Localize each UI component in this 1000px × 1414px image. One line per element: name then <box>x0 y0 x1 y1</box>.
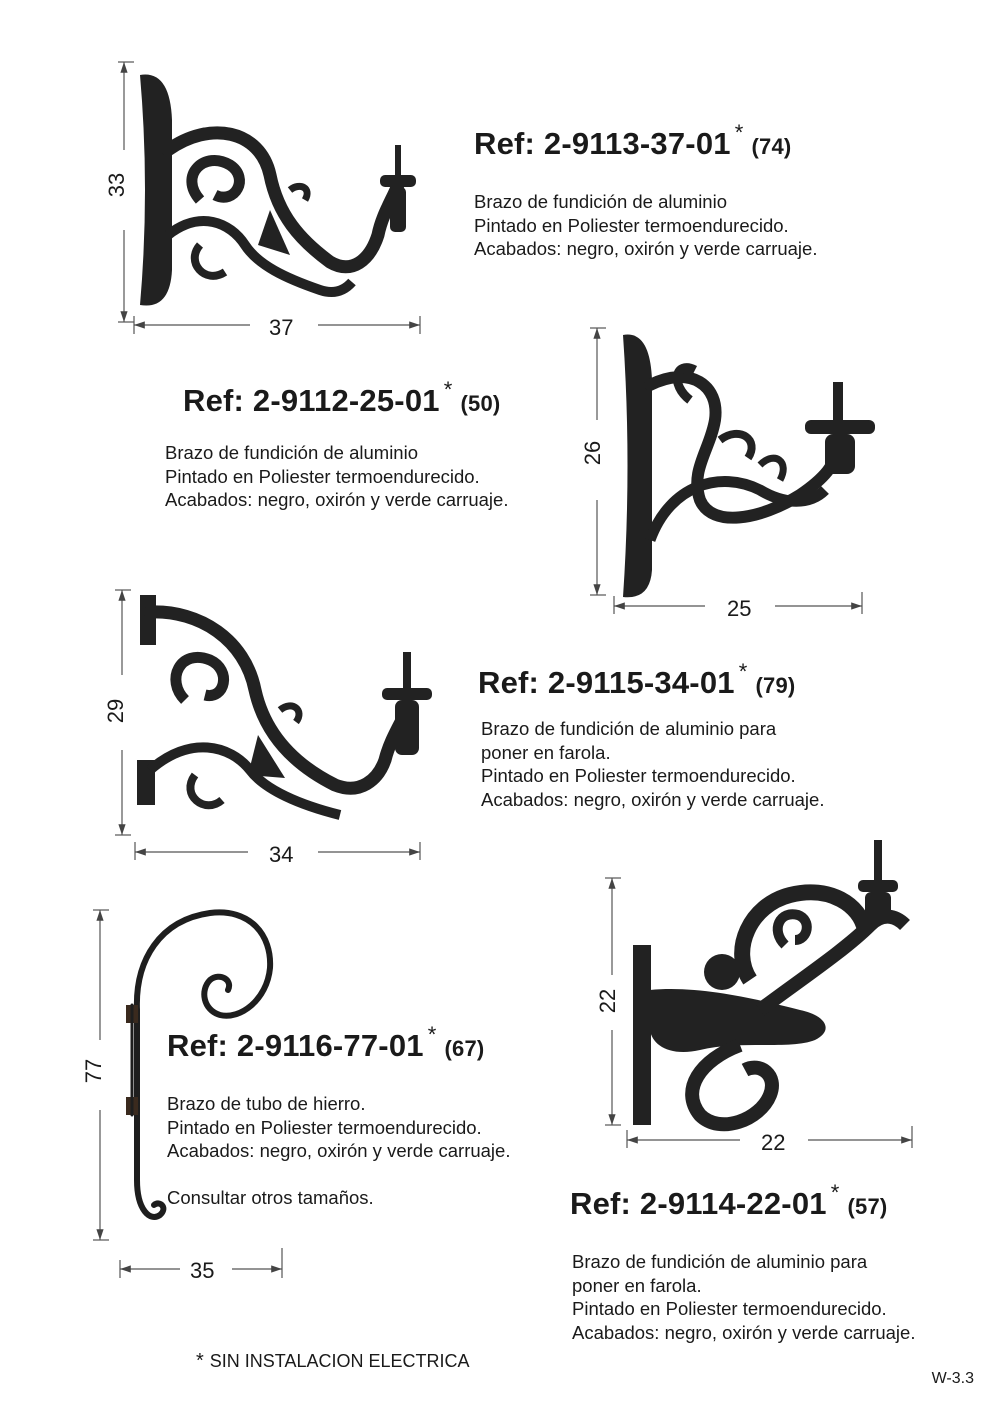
ref-count: (74) <box>751 134 792 159</box>
ref-code: Ref: 2-9115-34-01 <box>478 665 735 700</box>
description-line: Pintado en Poliester termoendurecido. <box>167 1116 482 1138</box>
height-dimension-2-9114: 22 <box>595 988 621 1014</box>
description-line: Acabados: negro, oxirón y verde carruaje. <box>165 489 509 510</box>
height-dimension-2-9116: 77 <box>81 1058 107 1084</box>
description-line <box>167 1163 510 1187</box>
bracket-image-2-9115 <box>137 595 432 815</box>
product-description-2-9115 <box>481 717 824 811</box>
ref-code: Ref: 2-9116-77-01 <box>167 1028 424 1063</box>
product-ref-2-9115 <box>478 659 796 701</box>
footnote-no-electrical <box>196 1350 470 1373</box>
description-line: Brazo de fundición de aluminio <box>165 442 418 463</box>
ref-count: (57) <box>847 1194 888 1219</box>
description-line: Brazo de fundición de aluminio para <box>481 718 777 739</box>
ref-count: (79) <box>755 673 796 698</box>
ref-count: (67) <box>444 1036 485 1061</box>
product-ref-2-9114 <box>570 1180 888 1222</box>
asterisk-mark: * <box>427 1022 437 1047</box>
width-dimension-2-9113: 37 <box>269 315 294 340</box>
asterisk-mark: * <box>830 1180 840 1205</box>
asterisk-mark: * <box>734 120 744 145</box>
asterisk-mark: * <box>443 377 453 402</box>
height-dimension-2-9113: 33 <box>104 172 130 198</box>
asterisk-mark: * <box>738 659 748 684</box>
ref-code: Ref: 2-9114-22-01 <box>570 1186 827 1221</box>
description-line: Brazo de tubo de hierro. <box>167 1093 366 1114</box>
description-line: Brazo de fundición de aluminio para <box>572 1251 868 1272</box>
description-line: Pintado en Poliester termoendurecido. <box>165 465 480 487</box>
page-code: W-3.3 <box>931 1370 974 1387</box>
description-line: Acabados: negro, oxirón y verde carruaje. <box>167 1140 511 1161</box>
ref-code: Ref: 2-9112-25-01 <box>183 383 440 418</box>
description-line: poner en farola. <box>572 1274 702 1296</box>
width-dimension-2-9116: 35 <box>190 1258 215 1283</box>
ref-count: (50) <box>460 391 501 416</box>
product-description-2-9113 <box>474 190 817 261</box>
description-line: Acabados: negro, oxirón y verde carruaje. <box>481 788 825 810</box>
description-line: Pintado en Poliester termoendurecido. <box>481 765 796 786</box>
description-line: Brazo de fundición de aluminio <box>474 191 727 212</box>
product-ref-2-9112 <box>183 377 501 419</box>
product-description-2-9116 <box>167 1092 510 1210</box>
description-line: Pintado en Poliester termoendurecido. <box>474 214 789 236</box>
width-dimension-2-9112: 25 <box>727 596 752 621</box>
height-dimension-2-9112: 26 <box>580 440 606 466</box>
ref-code: Ref: 2-9113-37-01 <box>474 126 731 161</box>
bracket-image-2-9112 <box>623 335 875 598</box>
width-dimension-2-9115: 34 <box>269 842 294 867</box>
product-description-2-9114 <box>572 1250 915 1344</box>
description-line: Consultar otros tamaños. <box>167 1187 374 1208</box>
product-description-2-9112 <box>165 441 508 512</box>
bracket-image-2-9113 <box>140 75 416 306</box>
description-line: Acabados: negro, oxirón y verde carruaje. <box>572 1321 916 1343</box>
asterisk-mark: * <box>196 1350 204 1372</box>
description-line: Pintado en Poliester termoendurecido. <box>572 1298 887 1319</box>
description-line: poner en farola. <box>481 741 611 763</box>
product-ref-2-9113 <box>474 120 792 162</box>
product-ref-2-9116 <box>167 1022 485 1064</box>
width-dimension-2-9114: 22 <box>761 1130 786 1155</box>
bracket-image-2-9114 <box>633 840 905 1125</box>
height-dimension-2-9115: 29 <box>103 698 129 724</box>
description-line: Acabados: negro, oxirón y verde carruaje. <box>474 238 818 259</box>
footnote-text: SIN INSTALACION ELECTRICA <box>209 1351 470 1371</box>
